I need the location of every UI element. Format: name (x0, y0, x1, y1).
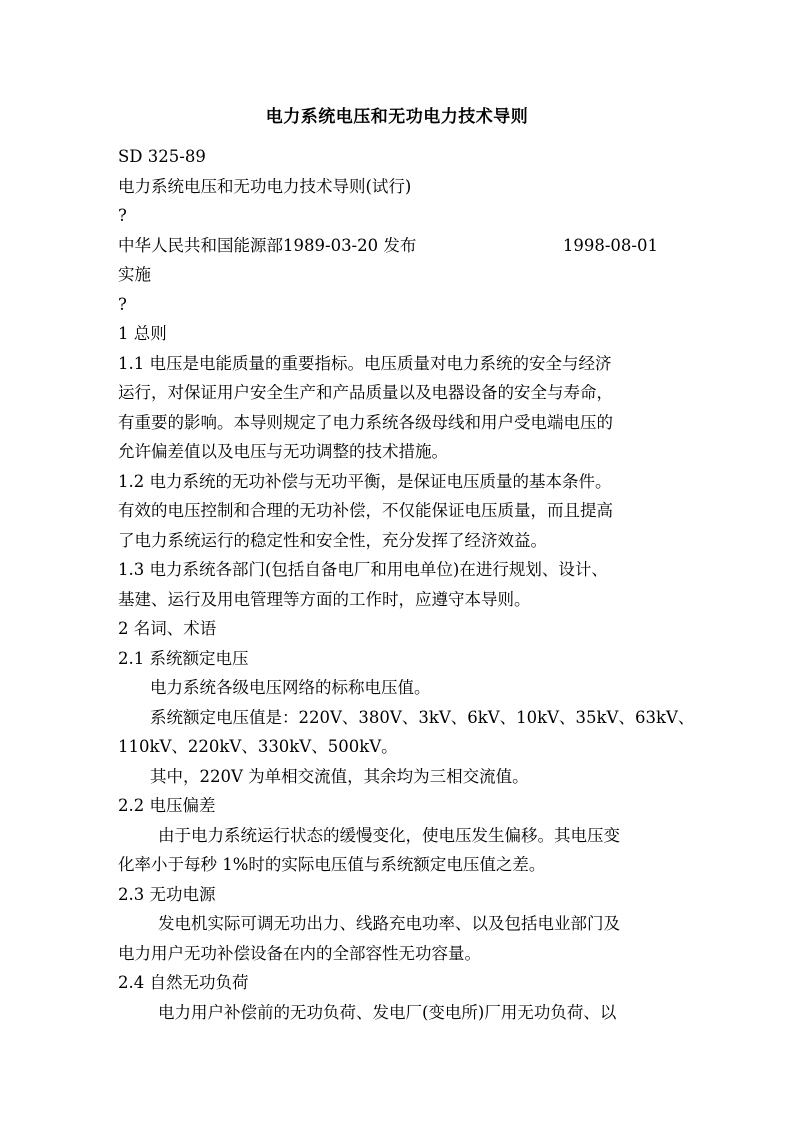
paragraph-line: 电力用户补偿前的无功负荷、发电厂(变电所)厂用无功负荷、以 (158, 1002, 617, 1022)
section-heading: 2 名词、术语 (118, 619, 217, 638)
document-title: 电力系统电压和无功电力技术导则 (265, 107, 529, 127)
paragraph-line: 1.1 电压是电能质量的重要指标。电压质量对电力系统的安全与经济 (118, 353, 612, 373)
paragraph-line: 发电机实际可调无功出力、线路充电功率、以及包括电业部门及 (158, 914, 620, 933)
paragraph-line: 化率小于每秒 1%时的实际电压值与系统额定电压值之差。 (118, 855, 546, 874)
paragraph-line: 1.3 电力系统各部门(包括自备电厂和用电单位)在进行规划、设计、 (118, 560, 608, 579)
publication-line (118, 231, 658, 261)
paragraph-line: 电力用户无功补偿设备在内的全部容性无功容量。 (118, 943, 481, 963)
subsection-heading: 2.3 无功电源 (118, 884, 216, 904)
paragraph-line: 有效的电压控制和合理的无功补偿，不仅能保证电压质量，而且提高 (118, 501, 613, 520)
paragraph-line: 允许偏差值以及电压与无功调整的技术措施。 (118, 442, 448, 461)
paragraph-line: 电力系统各级电压网络的标称电压值。 (150, 678, 431, 697)
paragraph-line: 有重要的影响。本导则规定了电力系统各级母线和用户受电端电压的 (118, 412, 613, 432)
standard-code: SD 325-89 (118, 147, 206, 166)
paragraph-line: 运行，对保证用户安全生产和产品质量以及电器设备的安全与寿命， (118, 383, 613, 402)
subsection-heading: 2.4 自然无功负荷 (118, 973, 249, 992)
paragraph-line: 110kV、220kV、330kV、500kV。 (118, 737, 398, 756)
section-heading: 1 总则 (118, 324, 167, 343)
effective-date: 1998-08-01 (562, 235, 658, 255)
implementation-label: 实施 (118, 265, 151, 284)
placeholder-mark: ? (118, 206, 127, 225)
placeholder-mark: ? (118, 294, 127, 314)
paragraph-line: 其中，220V 为单相交流值，其余均为三相交流值。 (150, 766, 529, 786)
paragraph-line: 了电力系统运行的稳定性和安全性，充分发挥了经济效益。 (118, 530, 547, 550)
subsection-heading: 2.2 电压偏差 (118, 796, 216, 815)
paragraph-line: 由于电力系统运行状态的缓慢变化，使电压发生偏移。其电压变 (158, 825, 620, 845)
document-body (118, 142, 695, 1027)
subsection-heading: 2.1 系统额定电压 (118, 648, 249, 668)
paragraph-line: 系统额定电压值是：220V、380V、3kV、6kV、10kV、35kV、63kV、 (150, 707, 695, 727)
document-subtitle: 电力系统电压和无功电力技术导则(试行) (118, 176, 412, 196)
publisher-and-date: 中华人民共和国能源部1989-03-20 发布 (118, 235, 417, 255)
paragraph-line: 1.2 电力系统的无功补偿与无功平衡，是保证电压质量的基本条件。 (118, 471, 612, 491)
paragraph-line: 基建、运行及用电管理等方面的工作时，应遵守本导则。 (118, 589, 531, 609)
